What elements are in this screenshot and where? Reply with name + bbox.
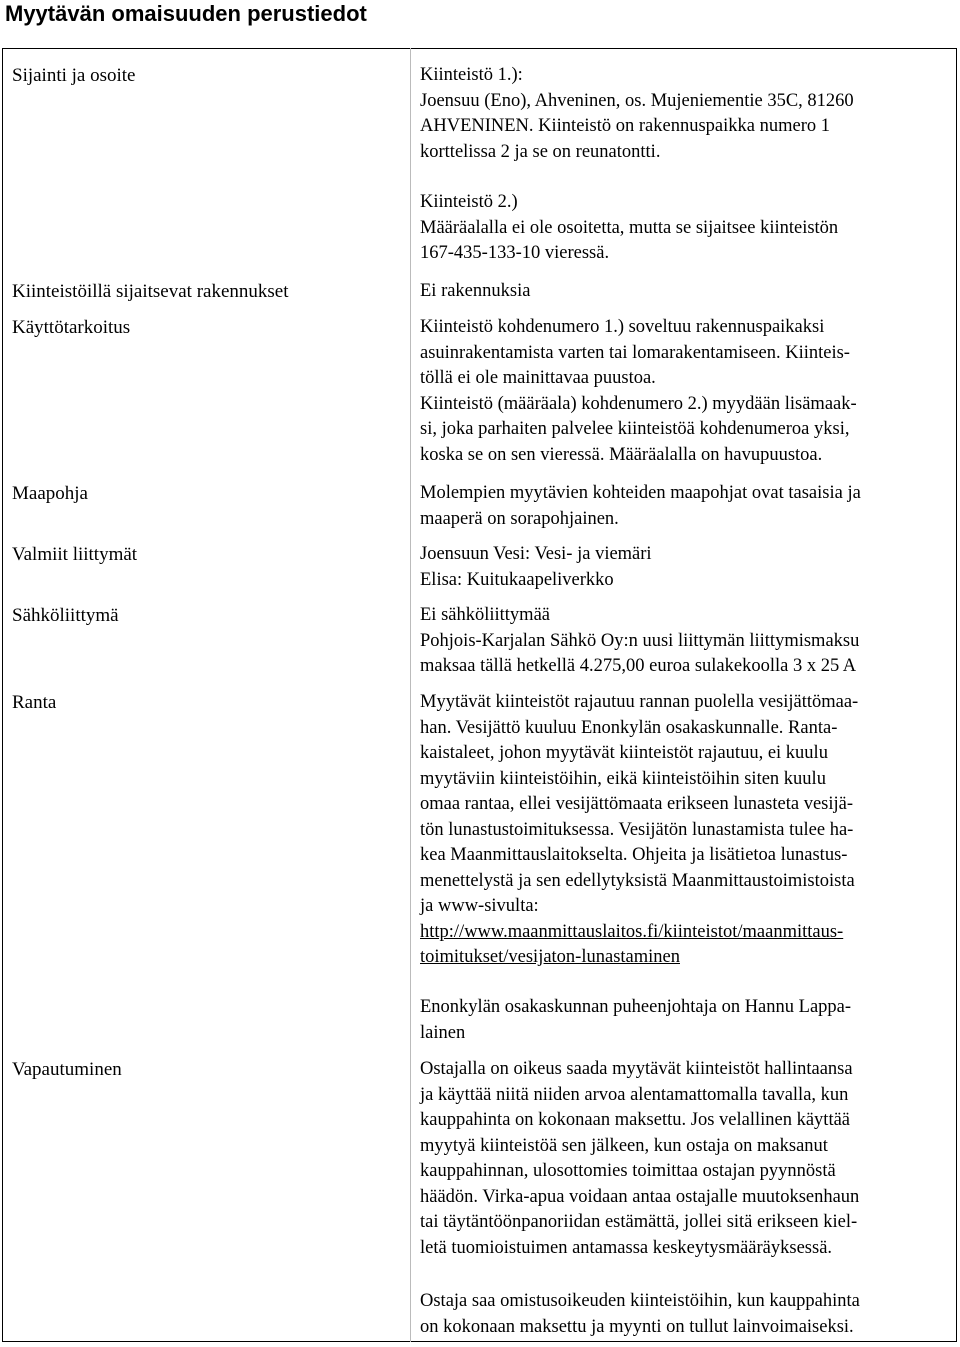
label-sijainti: Sijainti ja osoite [12,65,136,86]
text-line: koska se on sen vieressä. Määräalalla on havupuustoa. [420,444,823,465]
text-line: asuinrakentamista varten tai lomarakentamiseen. Kiinteis- [420,342,850,363]
text-line: häädön. Virka-apua voidaan antaa ostajalle muutoksenhaun [420,1186,860,1207]
text-line: ja www-sivulta: [420,896,539,916]
text-line: myytäviin kiinteistöihin, eikä kiinteistöihin siten kuulu [420,768,826,789]
text-line: Enonkylän osakaskunnan puheenjohtaja on Hannu Lappa- [420,997,852,1017]
text-line: Joensuu (Eno), Ahveninen, os. Mujeniementie 35C, 81260 [420,90,854,111]
text-line: Joensuun Vesi: Vesi- ja viemäri [420,544,652,564]
text-line: on kokonaan maksettu ja myynti on tullut lainvoimaiseksi. [420,1316,854,1337]
text-line: omaa rantaa, ellei vesijättömaata erikseen lunasteta vesijä- [420,794,854,814]
value-sijainti-kiinteisto1 [420,63,960,165]
text-line: AHVENINEN. Kiinteistö on rakennuspaikka numero 1 [420,116,830,136]
maanmittauslaitos-link-cont[interactable]: toimitukset/vesijaton-lunastaminen [420,947,680,967]
text-line: Ostajalla on oikeus saada myytävät kiinteistöt hallintaansa [420,1059,853,1079]
column-divider [410,48,411,1342]
text-line: tai täytäntöönpanoriidan estämättä, jollei sitä erikseen kiel- [420,1212,858,1232]
label-rakennukset: Kiinteistöillä sijaitsevat rakennukset [12,281,289,302]
label-ranta: Ranta [12,692,57,713]
text-line: Kiinteistö 2.) [420,192,518,212]
value-liittymat [420,542,960,593]
text-line: Molempien myytävien kohteiden maapohjat ovat tasaisia ja [420,483,861,503]
value-sahkoliittyma [420,603,960,680]
text-line: kauppahinta on kokonaan maksettu. Jos velallinen käyttää [420,1110,851,1130]
text-line: ja käyttää niitä niiden arvoa alentamattomalla tavalla, kun [420,1084,849,1105]
text-line: 167-435-133-10 vieressä. [420,243,610,263]
text-line: tön lunastustoimituksessa. Vesijätön lunastamista tulee ha- [420,819,854,840]
label-maapohja: Maapohja [12,483,88,504]
label-liittymat: Valmiit liittymät [12,544,138,565]
value-ranta-note [420,995,960,1046]
text-line: si, joka parhaiten palvelee kiinteistöä kohdenumeroa yksi, [420,419,850,439]
value-kayttotarkoitus [420,315,960,468]
text-line: Ei sähköliittymää [420,605,550,625]
label-vapautuminen: Vapautuminen [12,1059,122,1080]
value-vapautuminen [420,1057,960,1261]
text-line: kaistaleet, johon myytävät kiinteistöt rajautuu, ei kuulu [420,743,828,763]
text-line: Määräalalla ei ole osoitetta, mutta se sijaitsee kiinteistön [420,217,839,238]
text-line: Ei rakennuksia [420,281,531,301]
text-line: myytyä kiinteistöä sen jälkeen, kun ostaja on maksanut [420,1135,828,1156]
text-line: Ostaja saa omistusoikeuden kiinteistöihin, kun kauppahinta [420,1291,860,1311]
maanmittauslaitos-link[interactable]: http://www.maanmittauslaitos.fi/kiinteistot/maanmittaus- [420,921,844,942]
page-title: Myytävän omaisuuden perustiedot [5,1,367,26]
text-line: Kiinteistö kohdenumero 1.) soveltuu rakennuspaikaksi [420,317,825,337]
text-line: han. Vesijättö kuuluu Enonkylän osakaskunnalle. Ranta- [420,717,838,738]
value-ranta [420,690,960,971]
text-line: Kiinteistö 1.): [420,65,523,85]
value-sijainti-kiinteisto2 [420,190,960,267]
text-line: Pohjois-Karjalan Sähkö Oy:n uusi liittymän liittymismaksu [420,630,860,651]
text-line: Elisa: Kuitukaapeliverkko [420,569,614,590]
text-line: letä tuomioistuimen antamassa keskeytysmääräyksessä. [420,1237,833,1258]
text-line: korttelissa 2 ja se on reunatontti. [420,141,661,162]
value-maapohja [420,481,960,532]
label-sahkoliittyma: Sähköliittymä [12,605,119,626]
text-line: menettelystä ja sen edellytyksistä Maanmittaustoimistoista [420,870,855,891]
text-line: maaperä on sorapohjainen. [420,508,619,529]
text-line: Myytävät kiinteistöt rajautuu rannan puolella vesijättömaa- [420,692,859,712]
label-kayttotarkoitus: Käyttötarkoitus [12,317,131,338]
text-line: kauppahinnan, ulosottomies toimittaa ostajan pyynnöstä [420,1161,836,1181]
value-vapautuminen-omistus [420,1289,960,1340]
text-line: Kiinteistö (määräala) kohdenumero 2.) myydään lisämaak- [420,393,857,414]
text-line: lainen [420,1022,466,1043]
text-line: kea Maanmittauslaitokselta. Ohjeita ja lisätietoa lunastus- [420,845,848,865]
text-line: maksaa tällä hetkellä 4.275,00 euroa sulakekoolla 3 x 25 A [420,656,857,676]
text-line: töllä ei ole mainittavaa puustoa. [420,368,656,388]
value-rakennukset [420,279,960,305]
